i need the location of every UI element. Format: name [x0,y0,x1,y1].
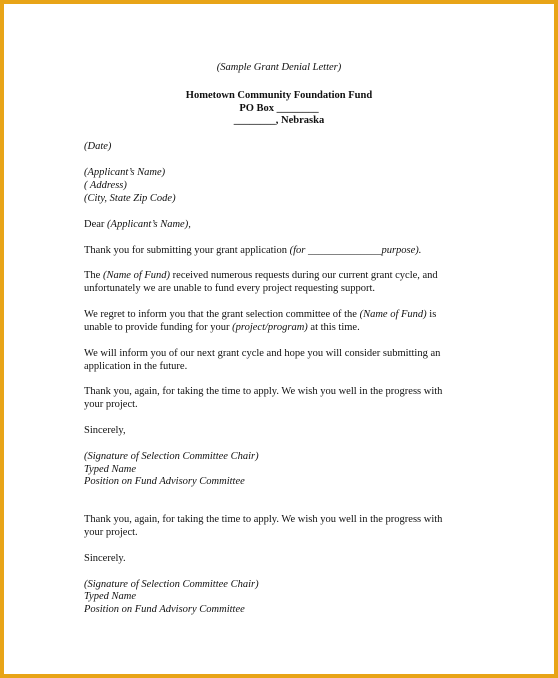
p3-line2-post: at this time. [307,322,360,333]
p2-fund: (Name of Fund) [102,270,171,281]
paragraph-2-line-1 [84,269,438,282]
paragraph-5-line-2: your project. [84,399,138,410]
committee-position: Position on Fund Advisory Committee [84,476,245,487]
sample-title: (Sample Grant Denial Letter) [216,62,342,73]
repeat-committee-position: Position on Fund Advisory Committee [84,604,245,615]
paragraph-3-line-1 [84,308,436,321]
paragraph-3-line-2 [84,321,360,334]
p2-pre: The [84,270,103,281]
typed-name: Typed Name [84,464,137,475]
applicant-address: ( Address) [84,180,127,191]
salutation-name: (Applicant’s Name), [107,219,191,230]
repeat-typed-name: Typed Name [84,591,137,602]
p3-fund: (Name of Fund) [359,309,427,320]
city-state: ________, Nebraska [233,115,325,126]
salutation-prefix: Dear [84,219,108,230]
p3-pre: We regret to inform you that the grant selection committee of the [84,309,360,320]
paragraph-1 [84,244,421,257]
p3-line2-pre: unable to provide funding for your [84,322,233,333]
paragraph-5-line-1: Thank you, again, for taking the time to apply. We wish you well in the progress with [84,386,443,397]
org-name: Hometown Community Foundation Fund [185,90,373,101]
po-box: PO Box ________ [239,103,319,114]
repeat-signature-line: (Signature of Selection Committee Chair) [84,579,259,590]
letter-page [4,4,554,674]
paragraph-4-line-2: application in the future. [84,361,188,372]
repeat-paragraph-line-2: your project. [84,527,138,538]
signature-line: (Signature of Selection Committee Chair) [84,451,259,462]
paragraph-2-line-2: unfortunately we are unable to fund every project requesting support. [84,283,375,294]
p3-program: (project/program) [232,322,308,333]
p1-text: Thank you for submitting your grant application [84,245,290,256]
p2-post: received numerous requests during our current grant cycle, and [170,270,438,281]
p1-purpose: (for ______________purpose). [289,245,422,256]
paragraph-4-line-1: We will inform you of our next grant cycle and hope you will consider submitting an [84,348,441,359]
applicant-name: (Applicant’s Name) [84,167,166,178]
repeat-closing: Sincerely. [84,553,126,564]
repeat-paragraph-line-1: Thank you, again, for taking the time to apply. We wish you well in the progress with [84,514,443,525]
p3-post: is [426,309,437,320]
salutation [84,218,191,231]
date-line: (Date) [84,141,112,152]
closing: Sincerely, [84,425,126,436]
applicant-city-state-zip: (City, State Zip Code) [84,193,176,204]
